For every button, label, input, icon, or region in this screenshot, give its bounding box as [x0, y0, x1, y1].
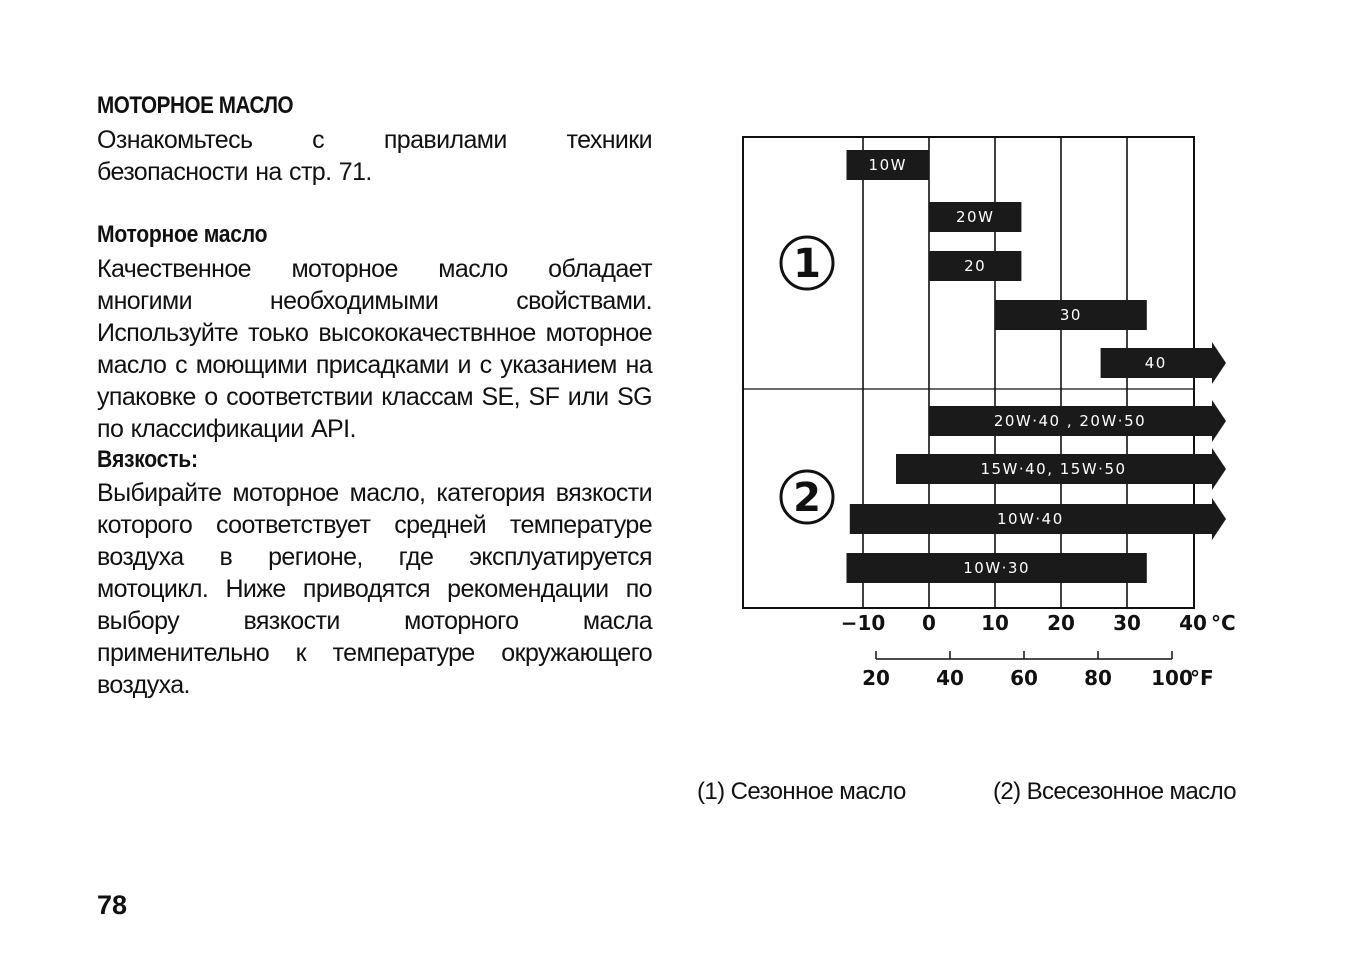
bar-label: 20W·40 , 20W·50	[993, 412, 1147, 430]
celsius-tick-label: 30	[1113, 611, 1141, 635]
celsius-tick-label: 0	[922, 611, 936, 635]
bar-label: 15W·40, 15W·50	[980, 460, 1127, 478]
oil-heading: Моторное масло	[97, 221, 268, 248]
fahrenheit-tick-label: 80	[1084, 666, 1112, 690]
bar-label: 20	[964, 257, 987, 275]
page-number: 78	[97, 890, 128, 920]
chart-bars	[847, 150, 1227, 583]
bar-40	[1101, 342, 1226, 384]
bar-10w-30	[847, 553, 1147, 583]
oil-text: Качественное моторное масло обладает многими необходимыми свойствами. Используйте тоько высококачествнное моторное масло с моющими присадками и с указанием на упаковке о соответствии классам SE, SF или SG по классификации API.	[97, 255, 652, 443]
safety-text: Ознакомьтесь с правилами техники безопасности на стр. 71.	[97, 126, 652, 186]
bar-label: 10W·40	[997, 510, 1064, 528]
bar-15w-40-15w-50	[896, 448, 1226, 490]
bar-20w-40-20w-50	[929, 400, 1226, 442]
fahrenheit-tick-label: 40	[936, 666, 964, 690]
bar-20w	[929, 202, 1021, 232]
bar-30	[995, 300, 1147, 330]
celsius-tick-label: 10	[981, 611, 1009, 635]
group-marker-2	[781, 471, 833, 523]
bar-label: 40	[1144, 354, 1167, 372]
celsius-tick-label: −10	[840, 611, 886, 635]
fahrenheit-tick-label: 20	[862, 666, 890, 690]
bar-label: 10W·30	[963, 559, 1031, 577]
bar-label: 30	[1059, 306, 1082, 324]
celsius-tick-label: 20	[1047, 611, 1075, 635]
fahrenheit-unit: °F	[1190, 666, 1214, 690]
bar-label: 20W	[955, 208, 995, 226]
group-marker-number: 1	[793, 241, 821, 287]
bar-20	[929, 251, 1021, 281]
celsius-unit: °C	[1211, 611, 1236, 635]
legend-seasonal: (1) Сезонное масло	[697, 778, 906, 805]
legend-multigrade: (2) Всесезонное масло	[993, 778, 1236, 805]
celsius-tick-label: 40	[1179, 611, 1207, 635]
group-marker-number: 2	[793, 475, 821, 521]
bar-10w-40	[850, 498, 1226, 540]
viscosity-text: Выбирайте моторное масло, категория вязкости которого соответствует средней температуре воздуха в регионе, где эксплуатируется мотоцикл. Ниже приводятся рекомендации по выбору вязкости моторного масла применительно к температуре окружающего воздуха.	[97, 479, 652, 699]
fahrenheit-tick-label: 100	[1151, 666, 1193, 690]
group-marker-1	[781, 237, 833, 289]
bar-10w	[847, 150, 930, 180]
bar-label: 10W	[868, 156, 907, 174]
section-title: МОТОРНОЕ МАСЛО	[97, 92, 294, 119]
chart-axis	[841, 611, 1236, 690]
viscosity-heading: Вязкость:	[97, 446, 198, 473]
fahrenheit-tick-label: 60	[1010, 666, 1038, 690]
